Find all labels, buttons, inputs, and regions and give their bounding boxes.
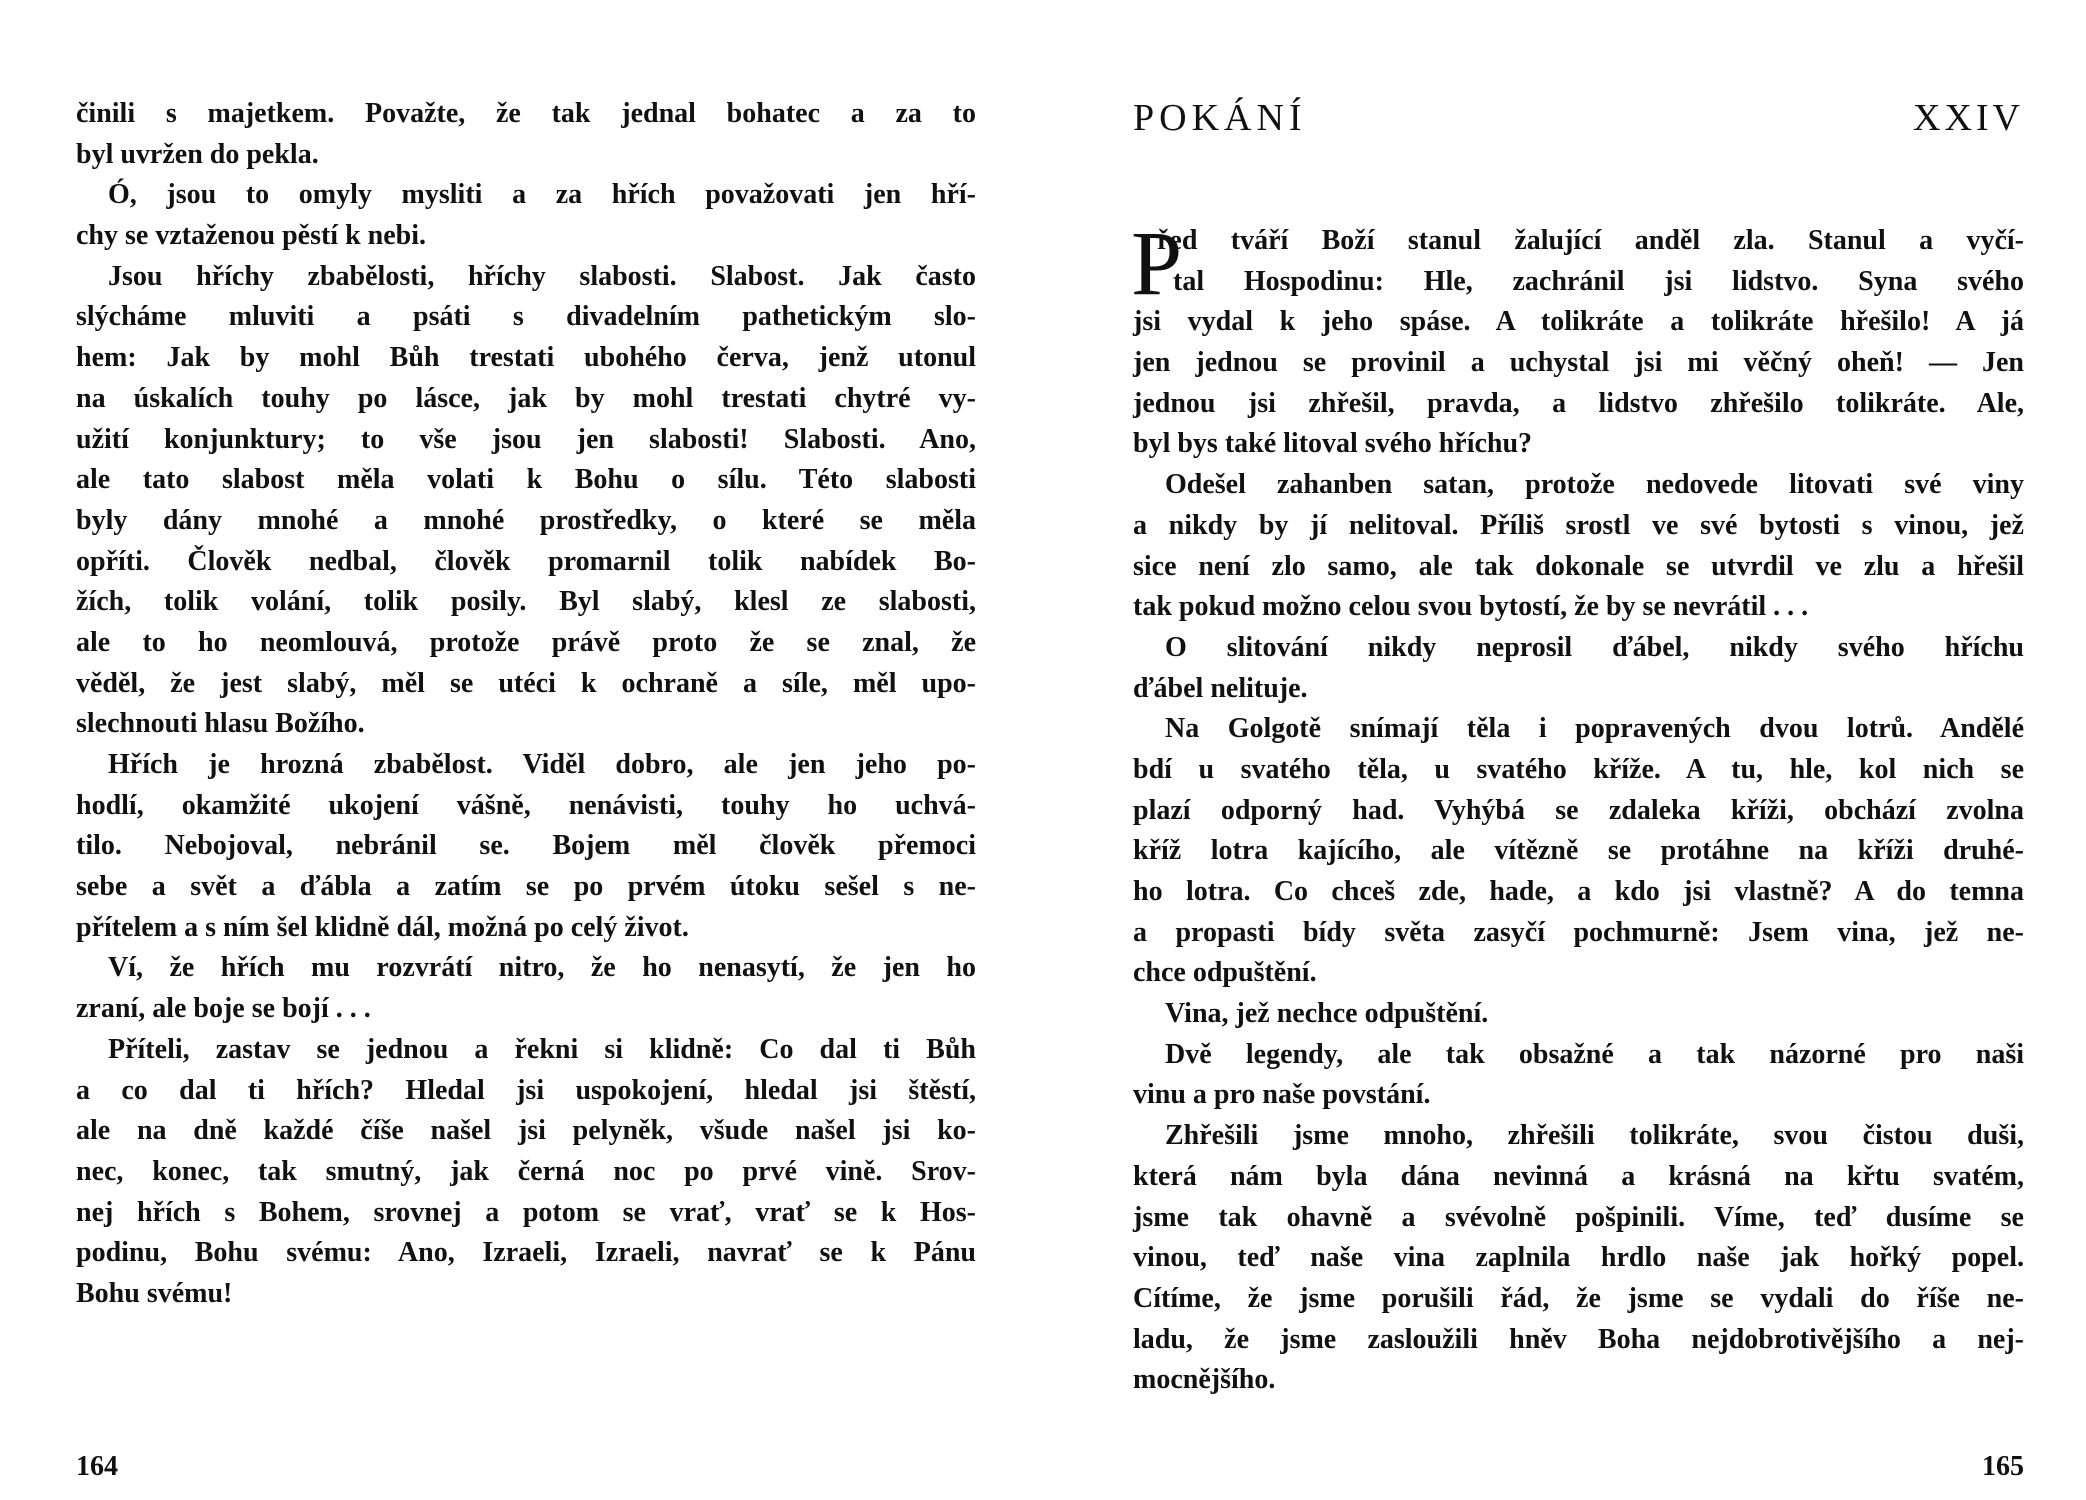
text-line: užití konjunktury; to vše jsou jen slabosti! Slabosti. Ano, (76, 423, 976, 455)
text-line: sice není zlo samo, ale tak dokonale se utvrdil ve zlu a hřešil (1133, 550, 2024, 582)
paragraph (1133, 994, 2024, 1035)
text-line: a propasti bídy světa zasyčí pochmurně: Jsem vina, jež ne- (1133, 916, 2024, 948)
text-line: nej hřích s Bohem, srovnej a potom se vrať, vrať se k Hos- (76, 1196, 976, 1228)
text-line: Jsou hříchy zbabělosti, hříchy slabosti. Slabost. Jak často (108, 260, 976, 292)
text-line: a nikdy by jí nelitoval. Příliš srostl ve své bytosti s vinou, jež (1133, 509, 2024, 541)
text-line: Hřích je hrozná zbabělost. Viděl dobro, ale jen jeho po- (108, 749, 976, 780)
drop-cap: P (1131, 212, 1183, 314)
text-line: která nám byla dána nevinná a krásná na křtu svatém, (1133, 1160, 2024, 1192)
paragraph (1133, 628, 2024, 709)
text-line: věděl, že jest slabý, měl se utéci k ochraně a síle, měl upo- (76, 667, 976, 699)
paragraph (1133, 1035, 2024, 1116)
text-line: Bohu svému! (76, 1277, 233, 1309)
text-line: chce odpuštění. (1133, 957, 1317, 989)
text-line: vinou, teď naše vina zaplnila hrdlo naše jak hořký popel. (1133, 1242, 2024, 1274)
chapter-title: POKÁNÍ (1133, 97, 1307, 139)
text-line: byl uvržen do pekla. (76, 138, 319, 170)
text-line: jsme tak ohavně a svévolně pošpinili. Víme, teď dusíme se (1133, 1201, 2024, 1233)
text-line: slýcháme mluviti a psáti s divadelním pathetickým slo- (76, 301, 976, 333)
text-line: zraní, ale boje se bojí . . . (76, 993, 371, 1025)
paragraph (1133, 1116, 2024, 1401)
text-line: tilo. Nebojoval, nebránil se. Bojem měl člověk přemoci (76, 830, 976, 862)
text-line: a co dal ti hřích? Hledal jsi uspokojení, hledal jsi štěstí, (76, 1074, 976, 1106)
text-line: nec, konec, tak smutný, jak černá noc po prvé vině. Srov- (76, 1155, 976, 1187)
text-line: Dvě legendy, ale tak obsažné a tak názorné pro naši (1165, 1038, 2024, 1070)
text-line: hodlí, okamžité ukojení vášně, nenávisti, touhy ho uchvá- (76, 789, 976, 821)
text-line: plazí odporný had. Vyhýbá se zdaleka kříži, obchází zvolna (1133, 794, 2024, 826)
text-line: ďábel nelituje. (1133, 672, 1308, 704)
text-line: vinu a pro naše povstání. (1133, 1079, 1431, 1111)
page-number-right: 165 (1982, 1451, 2024, 1482)
text-line: Vina, jež nechce odpuštění. (1165, 998, 1489, 1030)
text-line: slechnouti hlasu Božího. (76, 708, 365, 740)
text-line: Na Golgotě snímají těla i popravených dvou lotrů. Andělé (1165, 713, 2024, 745)
text-line: Ó, jsou to omyly mysliti a za hřích považovati jen hří- (108, 179, 976, 211)
paragraph (1131, 212, 2024, 465)
text-line: opříti. Člověk nedbal, člověk promarnil tolik nabídek Bo- (76, 545, 976, 577)
text-line: podinu, Bohu svému: Ano, Izraeli, Izraeli, navrať se k Pánu (76, 1237, 976, 1269)
text-line: řed tváří Boží stanul žalující anděl zla. Stanul a vyčí- (1157, 225, 2024, 256)
text-line: ale na dně každé číše našel jsi pelyněk, všude našel jsi ko- (76, 1115, 976, 1147)
text-line: Cítíme, že jsme porušili řád, že jsme se vydali do říše ne- (1133, 1282, 2024, 1314)
text-line: hem: Jak by mohl Bůh trestati ubohého červa, jenž utonul (76, 342, 976, 374)
text-line: ale tato slabost měla volati k Bohu o sílu. Této slabosti (76, 464, 976, 496)
paragraph (1133, 465, 2024, 628)
text-line: tal Hospodinu: Hle, zachránil jsi lidstvo. Syna svého (1173, 265, 2024, 297)
text-line: ho lotra. Co chceš zde, hade, a kdo jsi vlastně? A do temna (1133, 876, 2024, 907)
text-line: jsi vydal k jeho spáse. A tolikráte a tolikráte hřešilo! A já (1133, 306, 2024, 338)
paragraph (1133, 709, 2024, 994)
chapter-number: XXIV (1913, 97, 2024, 139)
text-line: činili s majetkem. Považte, že tak jednal bohatec a za to (76, 98, 976, 129)
text-line: ale to ho neomlouvá, protože právě proto že se znal, že (76, 626, 976, 658)
text-line: Příteli, zastav se jednou a řekni si klidně: Co dal ti Bůh (108, 1033, 976, 1065)
text-line: Odešel zahanben satan, protože nedovede litovati své viny (1165, 469, 2024, 501)
page-number-left: 164 (76, 1451, 118, 1482)
text-line: jednou jsi zhřešil, pravda, a lidstvo zhřešilo tolikráte. Ale, (1133, 387, 2024, 419)
text-line: byly dány mnohé a mnohé prostředky, o které se měla (76, 504, 976, 536)
text-line: jen jednou se provinil a uchystal jsi mi věčný oheň! — Jen (1133, 347, 2024, 379)
text-line: Ví, že hřích mu rozvrátí nitro, že ho nenasytí, že jen ho (108, 952, 976, 984)
text-line: na úskalích touhy po lásce, jak by mohl trestati chytré vy- (76, 382, 976, 414)
right-page-text (1131, 212, 2024, 1401)
text-line: kříž lotra kajícího, ale vítězně se protáhne na kříži druhé- (1133, 835, 2024, 867)
text-line: chy se vztaženou pěstí k nebi. (76, 220, 426, 252)
text-line: mocnějšího. (1133, 1364, 1276, 1396)
text-line: Zhřešili jsme mnoho, zhřešili tolikráte, svou čistou duši, (1165, 1120, 2024, 1152)
text-line: žích, tolik volání, tolik posily. Byl slabý, klesl ze slabosti, (76, 586, 976, 618)
text-line: ladu, že jsme zasloužili hněv Boha nejdobrotivějšího a nej- (1133, 1323, 2024, 1355)
text-line: bdí u svatého těla, u svatého kříže. A tu, hle, kol nich se (1133, 753, 2024, 785)
text-line: O slitování nikdy neprosil ďábel, nikdy svého hříchu (1165, 631, 2024, 663)
text-line: sebe a svět a ďábla a zatím se po prvém útoku sešel s ne- (76, 871, 976, 903)
text-line: přítelem a s ním šel klidně dál, možná po celý život. (76, 911, 689, 943)
text-line: byl bys také litoval svého hříchu? (1133, 428, 1533, 460)
text-line: tak pokud možno celou svou bytostí, že by se nevrátil . . . (1133, 591, 1809, 623)
